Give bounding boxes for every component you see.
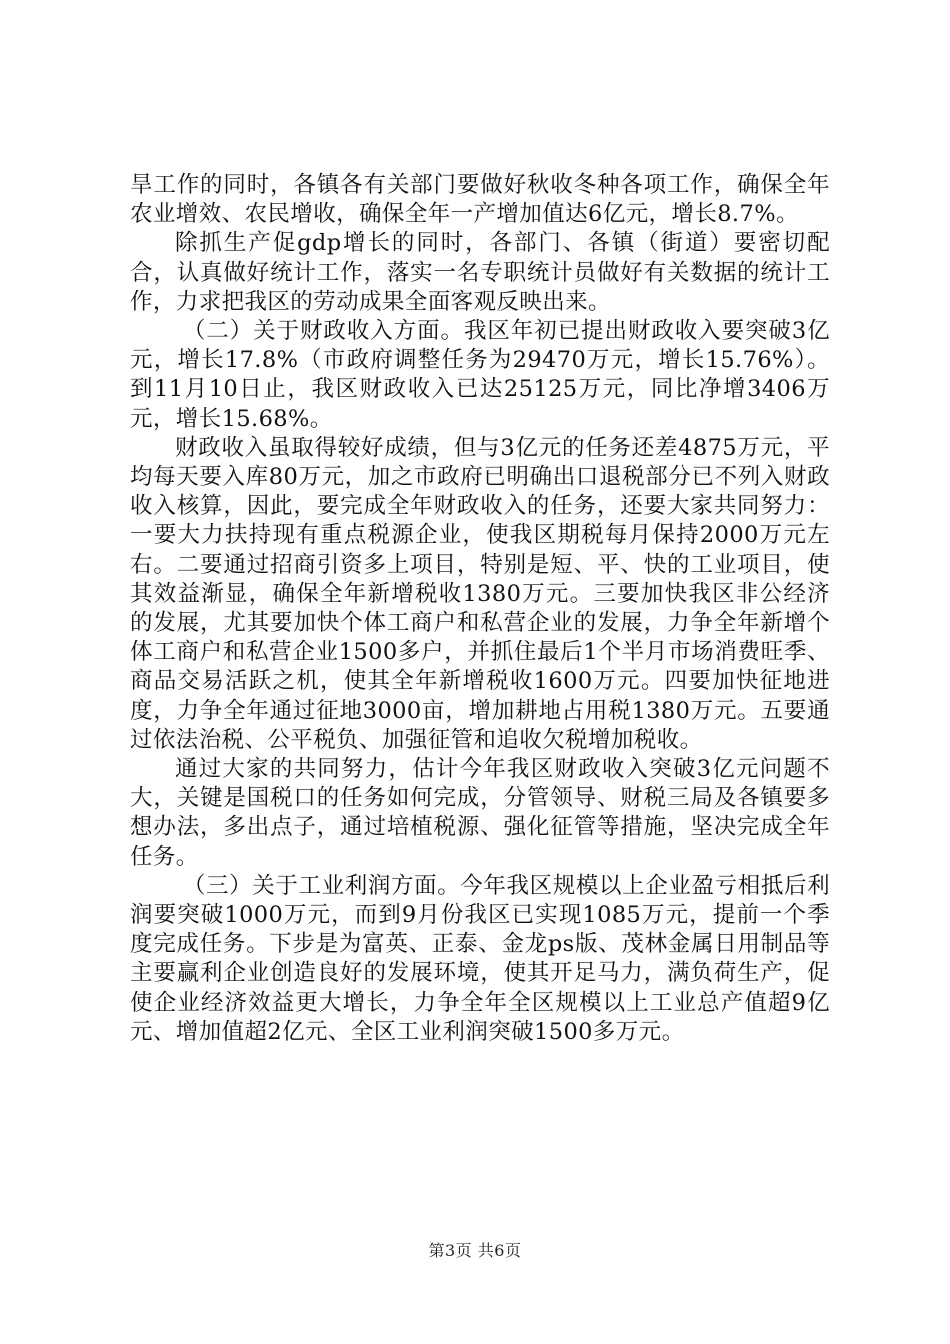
paragraph-1: 旱工作的同时，各镇各有关部门要做好秋收冬种各项工作，确保全年农业增效、农民增收，确保全年一产增加值达6亿元，增长8.7%。 (130, 172, 830, 228)
paragraph-5: 通过大家的共同努力，估计今年我区财政收入突破3亿元问题不大，关键是国税口的任务如何完成，分管领导、财税三局及各镇要多想办法，多出点子，通过培植税源、强化征管等措施，坚决完成全年任务。 (130, 756, 830, 870)
paragraph-3-section-2: （二）关于财政收入方面。我区年初已提出财政收入要突破3亿元，增长17.8%（市政府调整任务为29470万元，增长15.76%）。到11月10日止，我区财政收入已达25125万元，同比净增3406万元，增长15.68%。 (130, 318, 830, 432)
page-number-footer: 第3页 共6页 (428, 1241, 522, 1260)
paragraph-2: 除抓生产促gdp增长的同时，各部门、各镇（街道）要密切配合，认真做好统计工作，落实一名专职统计员做好有关数据的统计工作，力求把我区的劳动成果全面客观反映出来。 (130, 230, 830, 315)
paragraph-4: 财政收入虽取得较好成绩，但与3亿元的任务还差4875万元，平均每天要入库80万元，加之市政府已明确出口退税部分已不列入财政收入核算，因此，要完成全年财政收入的任务，还要大家共同努力：一要大力扶持现有重点税源企业，使我区期税每月保持2000万元左右。二要通过招商引资多上项目，特别是短、平、快的工业项目，使其效益渐显，确保全年新增税收1380万元。三要加快我区非公经济的发展，尤其要加快个体工商户和私营企业的发展，力争全年新增个体工商户和私营企业1500多户，并抓住最后1个半月市场消费旺季、商品交易活跃之机，使其全年新增税收1600万元。四要加快征地进度，力争全年通过征地3000亩，增加耕地占用税1380万元。五要通过依法治税、公平税负、加强征管和追收欠税增加税收。 (130, 434, 830, 753)
document-body (130, 171, 830, 1047)
paragraph-6-section-3: （三）关于工业利润方面。今年我区规模以上企业盈亏相抵后利润要突破1000万元，而到9月份我区已实现1085万元，提前一个季度完成任务。下步是为富英、正泰、金龙ps版、茂林金属日用制品等主要赢利企业创造良好的发展环境，使其开足马力，满负荷生产，促使企业经济效益更大增长，力争全年全区规模以上工业总产值超9亿元、增加值超2亿元、全区工业利润突破1500多万元。 (130, 872, 830, 1045)
